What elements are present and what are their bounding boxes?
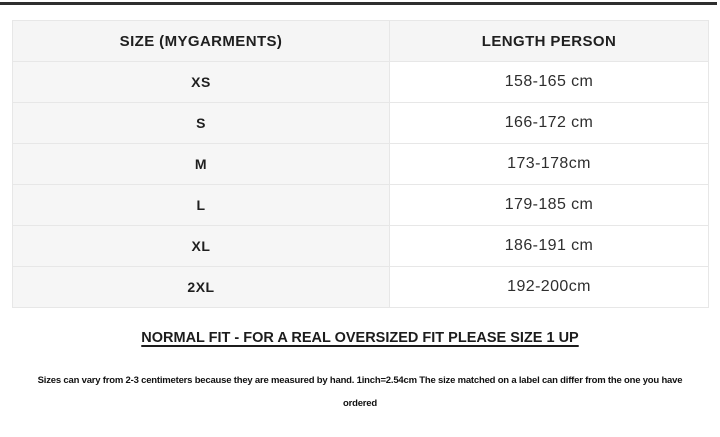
size-column-header: SIZE (MYGARMENTS) <box>13 21 390 62</box>
length-cell: 192-200cm <box>390 267 709 308</box>
table-row <box>13 267 709 308</box>
length-column-header: LENGTH PERSON <box>390 21 709 62</box>
top-divider <box>0 2 717 5</box>
disclaimer-line-1: Sizes can vary from 2-3 centimeters because they are measured by hand. 1inch=2.54cm The size matched on a label can differ from the one you have <box>37 375 683 386</box>
length-cell: 186-191 cm <box>390 226 709 267</box>
size-cell: M <box>13 144 390 185</box>
size-table <box>12 20 709 308</box>
length-cell: 179-185 cm <box>390 185 709 226</box>
length-cell: 158-165 cm <box>390 62 709 103</box>
table-row <box>13 185 709 226</box>
length-cell: 173-178cm <box>390 144 709 185</box>
size-cell: L <box>13 185 390 226</box>
disclaimer-line-2: ordered <box>343 398 377 409</box>
fit-note: NORMAL FIT - FOR A REAL OVERSIZED FIT PLEASE SIZE 1 UP <box>141 330 579 346</box>
size-cell: XL <box>13 226 390 267</box>
table-row <box>13 62 709 103</box>
size-cell: XS <box>13 62 390 103</box>
header-row <box>13 21 709 62</box>
size-cell: S <box>13 103 390 144</box>
disclaimer <box>0 375 720 409</box>
table-row <box>13 226 709 267</box>
size-cell: 2XL <box>13 267 390 308</box>
table-row <box>13 103 709 144</box>
table-row <box>13 144 709 185</box>
length-cell: 166-172 cm <box>390 103 709 144</box>
